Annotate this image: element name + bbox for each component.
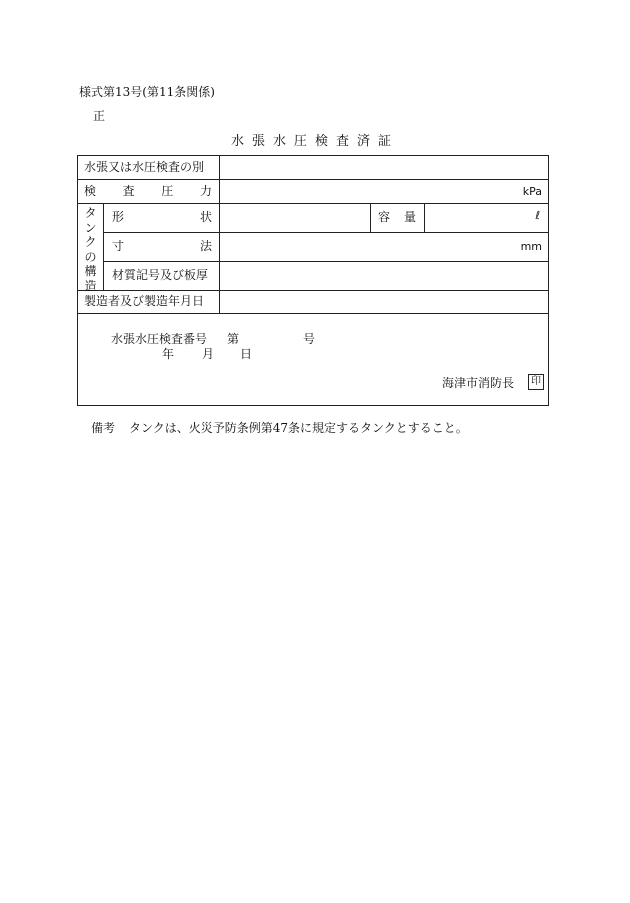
remarks [91, 419, 468, 436]
inspection-number-suffix: 号 [303, 332, 316, 346]
material-label: 材質記号及び板厚 [112, 268, 209, 282]
dimensions-label: 寸 法 [112, 239, 212, 253]
document-title: 水張水圧検査済証 [230, 134, 399, 149]
dimensions-unit: mm [520, 240, 542, 253]
date-day: 日 [240, 347, 253, 361]
original-mark: 正 [93, 109, 106, 123]
remarks-label: 備考 [91, 421, 116, 435]
inspection-number-label: 水張水圧検査番号 [111, 332, 208, 346]
remarks-text: タンクは、火災予防条例第47条に規定するタンクとすること。 [129, 421, 468, 435]
date-year: 年 [162, 347, 175, 361]
seal-box: 印 [528, 374, 544, 390]
capacity-label: 容 量 [378, 210, 416, 224]
inspection-number-prefix: 第 [227, 332, 240, 346]
form-number: 様式第13号(第11条関係) [79, 85, 215, 99]
capacity-unit: ℓ [535, 209, 540, 222]
tank-structure-label: タ ン ク の 構 造 [84, 206, 97, 293]
inspection-type-label: 水張又は水圧検査の別 [84, 160, 205, 174]
maker-label: 製造者及び製造年月日 [84, 294, 205, 308]
pressure-unit: kPa [522, 185, 542, 198]
date-month: 月 [202, 347, 215, 361]
inspection-pressure-label: 検 査 圧 力 [84, 184, 212, 198]
inspection-table [77, 155, 549, 406]
shape-label: 形 状 [112, 210, 212, 224]
issuer-name: 海津市消防長 [442, 376, 515, 390]
